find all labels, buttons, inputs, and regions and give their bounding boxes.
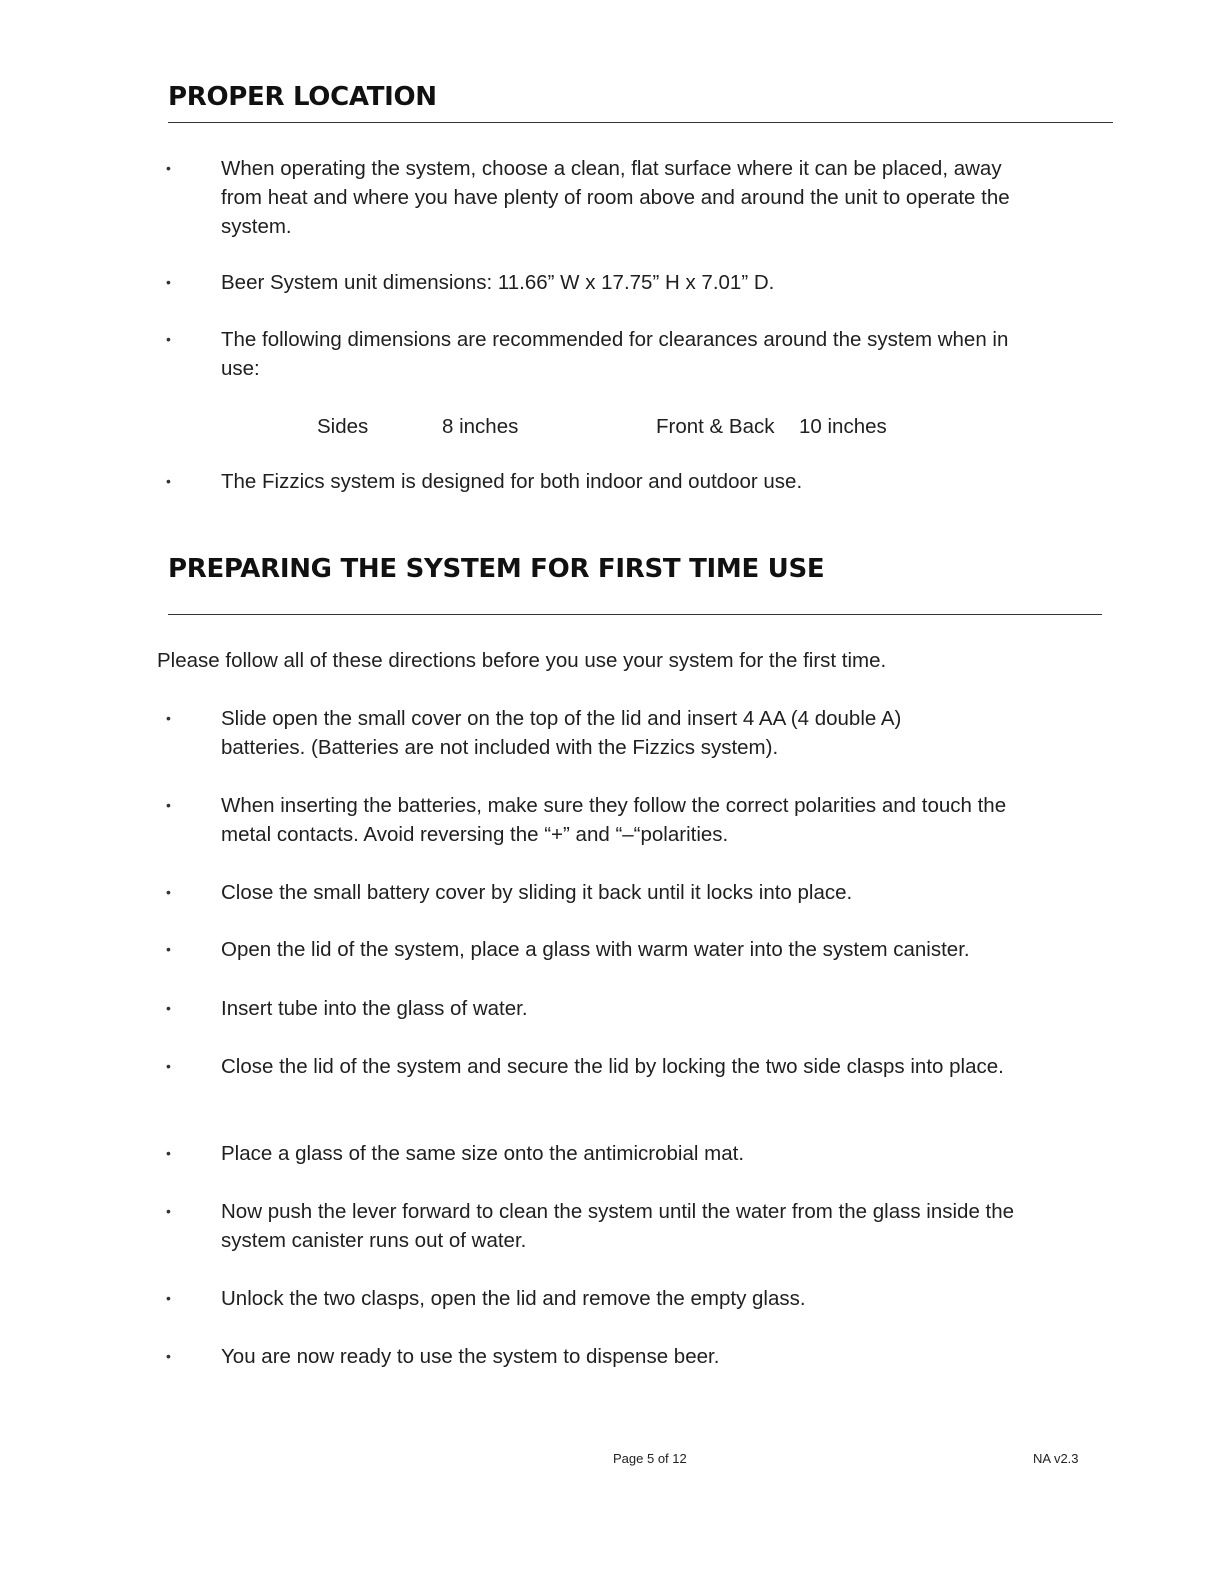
bullet-icon: • <box>166 1058 171 1074</box>
list-item-text: Now push the lever forward to clean the system until the water from the glass inside the system canister runs out of water. <box>221 1200 1015 1252</box>
list-item-text: Place a glass of the same size onto the antimicrobial mat. <box>221 1142 745 1165</box>
bullet-icon: • <box>166 274 171 290</box>
list-item-text: The following dimensions are recommended for clearances around the system when in use: <box>221 328 1009 380</box>
bullet-icon: • <box>166 797 171 813</box>
list-item-text: Insert tube into the glass of water. <box>221 997 528 1020</box>
list-item-text: Open the lid of the system, place a glass with warm water into the system canister. <box>221 938 970 961</box>
list-item-text: Slide open the small cover on the top of the lid and insert 4 AA (4 double A) batteries. (Batteries are not included with the Fizzics system). <box>221 707 902 759</box>
bullet-icon: • <box>166 473 171 489</box>
page-number: Page 5 of 12 <box>613 1451 687 1466</box>
bullet-icon: • <box>166 1145 171 1161</box>
clearance-sides-value: 8 inches <box>442 415 519 438</box>
clearance-sides-label: Sides <box>317 415 369 438</box>
list-item-text: Beer System unit dimensions: 11.66” W x 17.75” H x 7.01” D. <box>221 271 775 294</box>
list-item-text: Unlock the two clasps, open the lid and remove the empty glass. <box>221 1287 806 1310</box>
bullet-icon: • <box>166 1203 171 1219</box>
section-divider <box>168 122 1113 123</box>
list-item-text: When inserting the batteries, make sure they follow the correct polarities and touch the metal contacts. Avoid reversing the “+” and “–“polarities. <box>221 794 1007 846</box>
section-title-first-time-use: PREPARING THE SYSTEM FOR FIRST TIME USE <box>168 554 825 584</box>
bullet-icon: • <box>166 884 171 900</box>
list-item-text: You are now ready to use the system to dispense beer. <box>221 1345 720 1368</box>
list-item-text: When operating the system, choose a clean, flat surface where it can be placed, away from heat and where you have plenty of room above and around the unit to operate the system. <box>221 157 1010 238</box>
clearance-front-back-label: Front & Back <box>656 415 775 438</box>
intro-text: Please follow all of these directions before you use your system for the first time. <box>157 649 887 672</box>
section-divider <box>168 614 1102 615</box>
bullet-icon: • <box>166 1348 171 1364</box>
list-item-text: Close the lid of the system and secure the lid by locking the two side clasps into place. <box>221 1055 1004 1078</box>
list-item-text: The Fizzics system is designed for both indoor and outdoor use. <box>221 470 803 493</box>
clearance-front-back-value: 10 inches <box>799 415 887 438</box>
bullet-icon: • <box>166 331 171 347</box>
bullet-icon: • <box>166 1290 171 1306</box>
section-title-proper-location: PROPER LOCATION <box>168 82 437 112</box>
bullet-icon: • <box>166 160 171 176</box>
bullet-icon: • <box>166 710 171 726</box>
bullet-icon: • <box>166 941 171 957</box>
version-label: NA v2.3 <box>1033 1451 1079 1466</box>
bullet-icon: • <box>166 1000 171 1016</box>
list-item-text: Close the small battery cover by sliding it back until it locks into place. <box>221 881 853 904</box>
